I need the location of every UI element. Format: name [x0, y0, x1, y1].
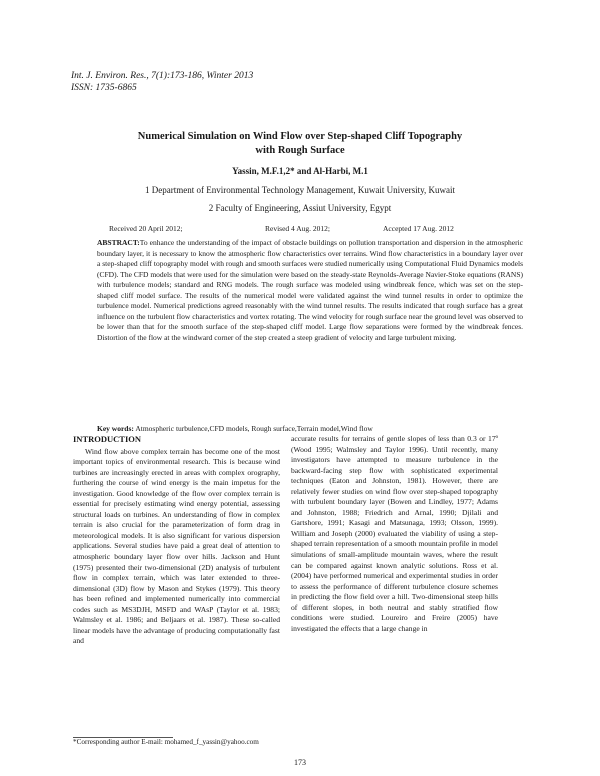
journal-citation: Int. J. Environ. Res., 7(1):173-186, Winter 2013 — [71, 71, 254, 81]
journal-header — [71, 70, 253, 94]
title-line-2: with Rough Surface — [255, 145, 345, 156]
abstract — [97, 238, 523, 343]
left-column — [73, 434, 280, 647]
right-column — [291, 434, 498, 634]
keywords — [97, 424, 523, 433]
abstract-label: ABSTRACT: — [97, 238, 140, 247]
received-date: Received 20 April 2012; — [109, 224, 183, 233]
introduction-left-text: Wind flow above complex terrain has become one of the most important topics of environmental research. This is because wind turbines are increasingly erected in areas with complex orography, furthering the course of wind energy is the main impetus for the investigation. Good knowledge of the flow over complex terrain is essential for precisely estimating wind energy potential, assessing structural loads on turbines. An understanding of flow in complex terrain is also crucial for the parameterization of form drag in meteorological models. It is also significant for various dispersion applications. Several studies have paid a great deal of attention to atmospheric boundary layer flow over hills. Jackson and Hunt (1975) presented their two-dimensional (2D) analysis of turbulent flow in complex terrain, which was later extended to three-dimensional (3D) flow by Mason and Stykes (1979). This theory has been refined and implemented numerically into commercial codes such as MS3DJH, MSFD and WAsP (Taylor et al. 1983; Walmsley et al. 1986; and Beljaars et al. 1987). These so-called linear models have the advantage of producing computationally fast and — [73, 446, 280, 646]
abstract-text: To enhance the understanding of the impact of obstacle buildings on pollution transportation and dispersion in the atmospheric boundary layer, it is necessary to know the atmospheric flow characteristics over terrains. Wind flow characteristics in a boundary layer over a step-shaped cliff topography model with rough and smooth surfaces were studied numerically using Computational Fluid Dynamics models (CFD). The CFD models that were used for the simulation were based on the steady-state Reynolds-Average Navier-Stoke equations (RANS) with turbulence models; standard and RNG models. The rough surface was modeled using windbreak fence, which was set on the step-shaped cliff model surface. The results of the numerical model were validated against the wind tunnel results in order to optimize the turbulence model. Numerical predictions agreed reasonably with the wind tunnel results. The results indicated that rough surface has a great influence on the turbulent flow characteristics and vortex rotating. The wind velocity for rough surface near the ground level was observed to be lower than that for the smooth surface of the step-shaped cliff model. Large flow separations were formed by the windbreak fences. Distortion of the flow at the windward corner of the step created a steep gradient of velocity and large turbulent mixing. — [97, 238, 523, 342]
introduction-right-text: accurate results for terrains of gentle slopes of less than 0.3 or 17º (Wood 1995; Walmsley and Taylor 1996). Until recently, many investigators have attempted to measure turbulence in the backward-facing step flow with sophisticated experimental techniques (Eaton and Johnston, 1981). However, there are relatively fewer studies on wind flow over step-shaped topography with turbulent boundary layer (Bowen and Lindley, 1977; Adams and Johnston, 1988; Friedrich and Arnal, 1990; Djilali and Gartshore, 1991; Kasagi and Matsunaga, 1993; Olsson, 1999). William and Joseph (2000) evaluated the viability of using a step-shaped terrain representation of a smooth mountain profile in model simulations of small-amplitude mountain waves, where the result can be compared against known analytic solutions. Ross et al. (2004) have performed numerical and experimental studies in order to assess the performance of different turbulence closure schemes in predicting the flow field over a hill. Two-dimensional steep hills of different slopes, in both neutral and stably stratified flow conditions were studied. Loureiro and Freire (2005) have investigated the effects that a large change in — [291, 434, 498, 633]
page-number: 173 — [294, 758, 306, 767]
affiliation-1: 1 Department of Environmental Technology Management, Kuwait University, Kuwait — [144, 185, 456, 195]
title-line-1: Numerical Simulation on Wind Flow over Step-shaped Cliff Topography — [137, 131, 463, 142]
authors: Yassin, M.F.1,2* and Al-Harbi, M.1 — [232, 166, 368, 176]
affiliation-2: 2 Faculty of Engineering, Assiut University, Egypt — [208, 203, 392, 213]
footnote: *Corresponding author E-mail: mohamed_f_yassin@yahoo.com — [73, 738, 259, 746]
revised-date: Revised 4 Aug. 2012; — [265, 224, 330, 233]
journal-issn: ISSN: 1735-6865 — [71, 83, 137, 93]
keywords-text: Atmospheric turbulence,CFD models, Rough surface,Terrain model,Wind flow — [135, 424, 373, 433]
keywords-label: Key words: — [97, 424, 134, 433]
accepted-date: Accepted 17 Aug. 2012 — [383, 224, 454, 233]
introduction-heading: INTRODUCTION — [73, 434, 142, 444]
paper-title — [80, 130, 520, 158]
